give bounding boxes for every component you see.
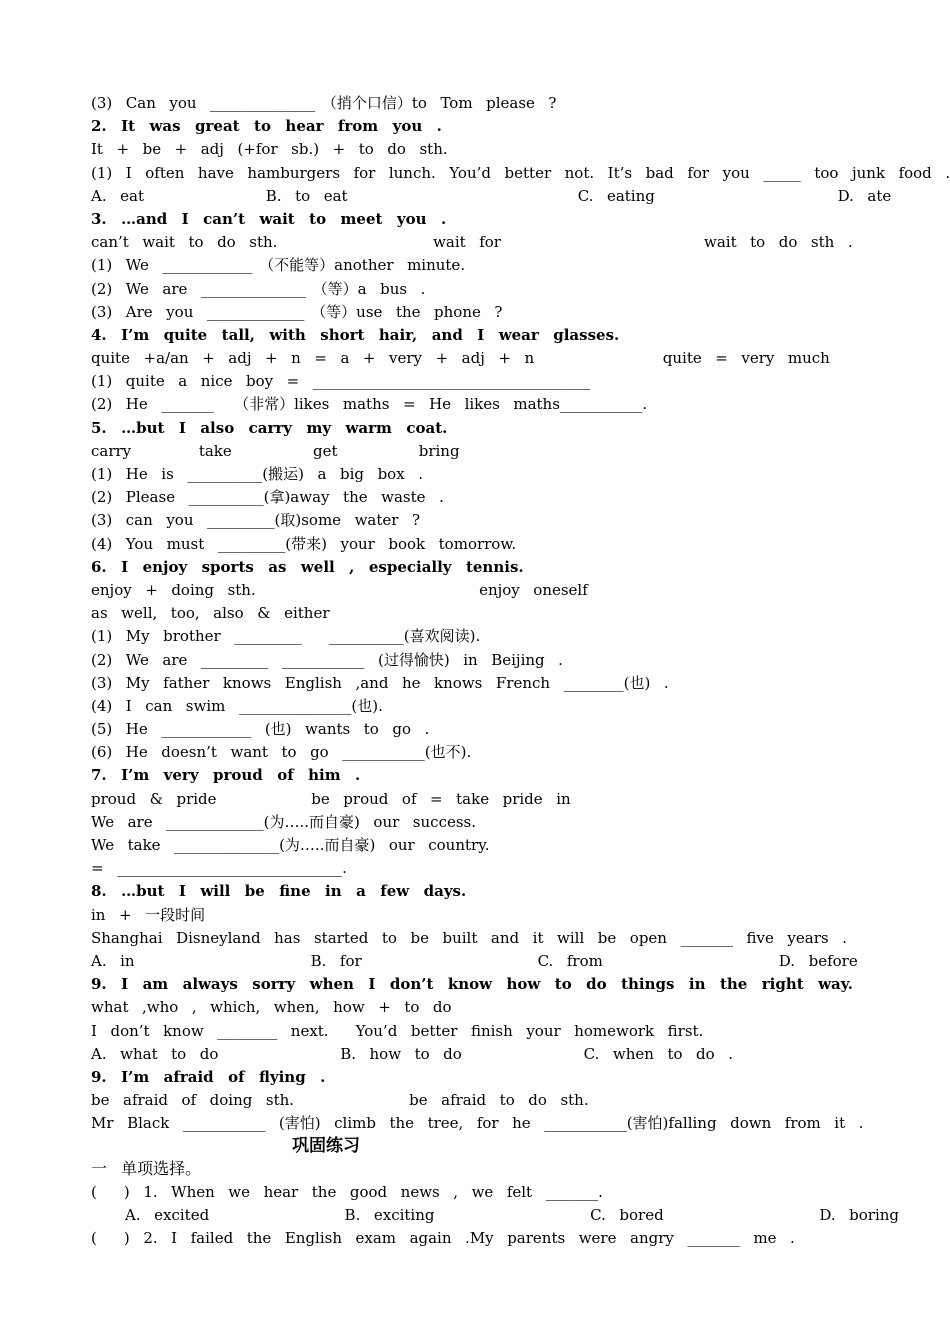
answer-options: A. in B. for C. from D. before — [91, 951, 858, 970]
exercise-line: (3) Are you _____________ （等）use the phone ? — [91, 302, 503, 321]
sentence-heading: 4. I’m quite tall, with short hair, and I wear glasses. — [91, 325, 620, 344]
grammar-pattern: It + be + adj (+for sb.) + to do sth. — [91, 140, 448, 159]
exercise-line: (1) We ____________ （不能等）another minute. — [91, 256, 466, 275]
grammar-pattern: what ,who , which, when, how + to do — [91, 998, 452, 1017]
grammar-pattern: in + 一段时间 — [91, 905, 206, 924]
sentence-heading: 9. I am always sorry when I don’t know how to do things in the right way. — [91, 975, 853, 994]
sentence-heading: 2. It was great to hear from you . — [91, 117, 442, 136]
exercise-line: Mr Black ___________ (害怕) climb the tree, for he ___________(害怕)falling down from it . — [91, 1114, 864, 1133]
exercise-line: We are _____________(为…..而自豪) our success. — [91, 812, 477, 831]
grammar-pattern: be afraid of doing sth. be afraid to do sth. — [91, 1091, 589, 1110]
exercise-line: = ______________________________. — [91, 859, 347, 878]
exercise-line: (4) I can swim _______________(也). — [91, 696, 383, 715]
text-line: (3) Can you ______________ （捎个口信）to Tom please ? — [91, 94, 557, 112]
answer-options: A. what to do B. how to do C. when to do . — [91, 1044, 733, 1063]
exercise-line: (1) He is __________(搬运) a big box . — [91, 465, 423, 483]
part-heading: 一 单项选择。 — [91, 1159, 202, 1179]
sentence-heading: 6. I enjoy sports as well , especially tennis. — [91, 557, 524, 576]
exercise-line: (3) My father knows English ,and he knows French ________(也) . — [91, 673, 669, 692]
grammar-pattern: carry take get bring — [91, 441, 460, 460]
section-title: 巩固练习 — [292, 1136, 360, 1157]
grammar-pattern: proud & pride be proud of = take pride in — [91, 789, 571, 808]
sentence-heading: 3. …and I can’t wait to meet you . — [91, 209, 447, 228]
exercise-line: (2) He _______ （非常）likes maths = He likes maths___________. — [91, 395, 648, 414]
question-1-options: A. excited B. exciting C. bored D. boring — [125, 1205, 900, 1224]
exercise-line: (6) He doesn’t want to go ___________(也不). — [91, 743, 472, 762]
grammar-pattern: enjoy + doing sth. enjoy oneself — [91, 580, 588, 599]
exercise-line: (4) You must _________(带来) your book tomorrow. — [91, 534, 517, 553]
exercise-line: I don’t know ________ next. You’d better finish your homework first. — [91, 1021, 704, 1040]
sentence-heading: 8. …but I will be fine in a few days. — [91, 882, 467, 901]
worksheet-page — [91, 92, 950, 1250]
exercise-line: (1) quite a nice boy = _____________________________________ — [91, 372, 591, 391]
exercise-line: (1) I often have hamburgers for lunch. You’d better not. It’s bad for you _____ too junk food . — [91, 163, 950, 182]
sentence-heading: 7. I’m very proud of him . — [91, 766, 361, 785]
sentence-heading: 5. …but I also carry my warm coat. — [91, 418, 448, 437]
exercise-line: (5) He ____________ (也) wants to go . — [91, 720, 430, 739]
question-2: ( ) 2. I failed the English exam again .My parents were angry _______ me . — [91, 1229, 795, 1247]
grammar-pattern: as well, too, also & either — [91, 604, 330, 623]
answer-options: A. eat B. to eat C. eating D. ate — [91, 186, 892, 205]
exercise-line: We take ______________(为…..而自豪) our country. — [91, 836, 490, 854]
exercise-line: (3) can you _________(取)some water ? — [91, 511, 421, 530]
grammar-pattern: quite +a/an + adj + n = a + very + adj + n quite = very much — [91, 349, 830, 368]
question-1: ( ) 1. When we hear the good news , we felt _______. — [91, 1182, 603, 1201]
exercise-line: (2) Please __________(拿)away the waste . — [91, 488, 444, 507]
exercise-line: (1) My brother _________ __________(喜欢阅读). — [91, 627, 481, 646]
exercise-line: (2) We are ______________ （等）a bus . — [91, 279, 426, 298]
exercise-line: Shanghai Disneyland has started to be built and it will be open _______ five years . — [91, 928, 847, 947]
exercise-line: (2) We are _________ ___________ (过得愉快) in Beijing . — [91, 650, 563, 669]
sentence-heading: 9. I’m afraid of flying . — [91, 1067, 326, 1086]
grammar-pattern: can’t wait to do sth. wait for wait to do sth . — [91, 233, 853, 252]
